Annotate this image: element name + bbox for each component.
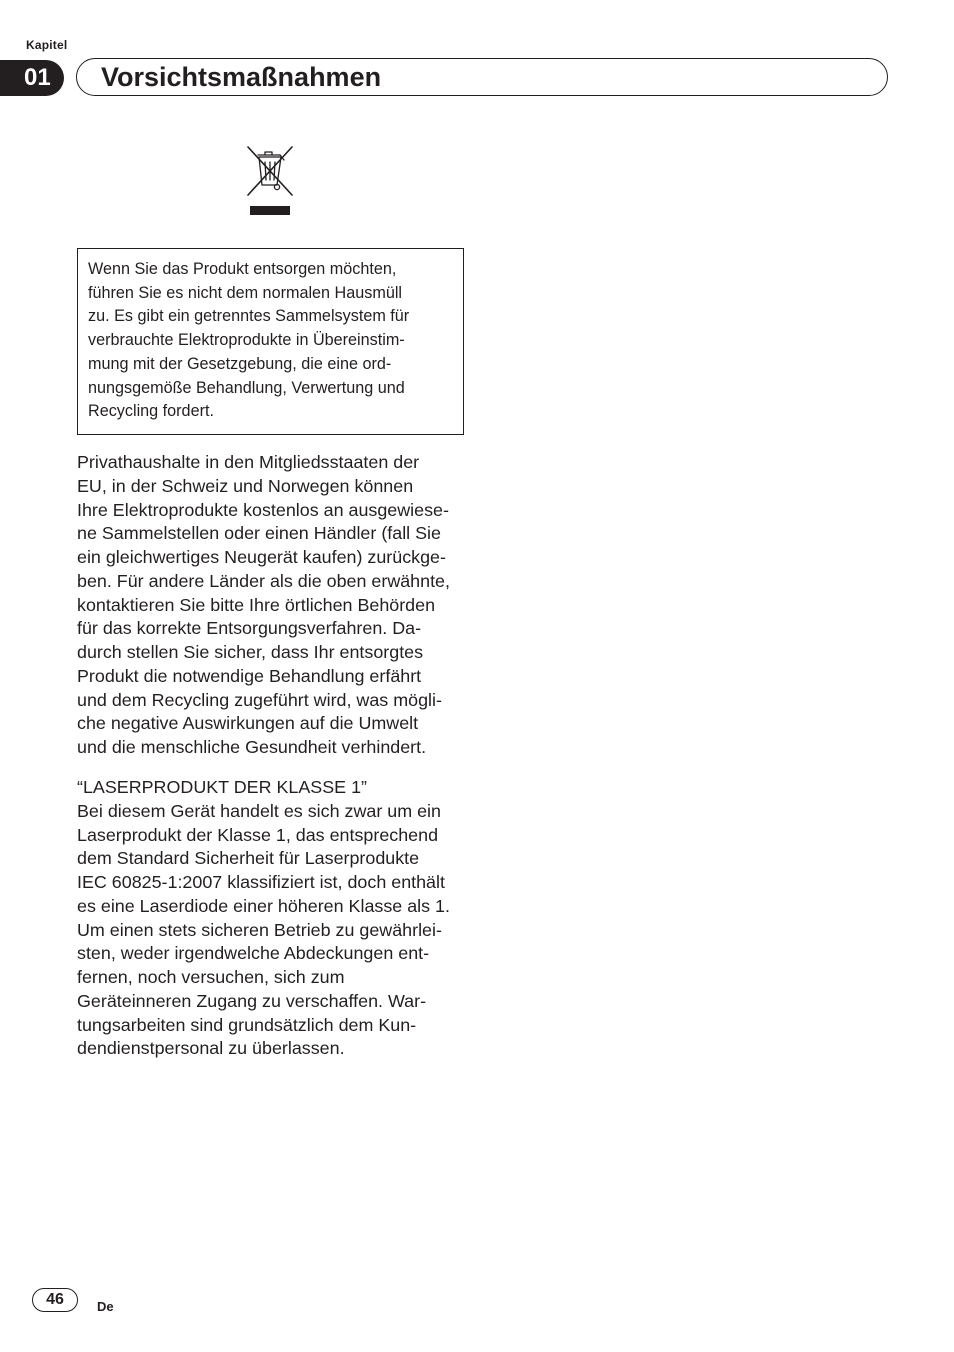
paragraph-line: dendienstpersonal zu überlassen. bbox=[77, 1038, 345, 1059]
paragraph-line: Produkt die notwendige Behandlung erfährt bbox=[77, 665, 422, 686]
page-number: 46 bbox=[32, 1288, 78, 1312]
paragraph-line: che negative Auswirkungen auf die Umwelt bbox=[77, 713, 419, 734]
notice-line: mung mit der Gesetzgebung, die eine ord- bbox=[88, 354, 392, 373]
paragraph-line: ein gleichwertiges Neugerät kaufen) zurückge- bbox=[77, 547, 446, 567]
paragraph-line: und dem Recycling zugeführt wird, was mögli- bbox=[77, 689, 442, 710]
notice-line: nungsgemöße Behandlung, Verwertung und bbox=[88, 378, 405, 397]
crossed-out-wheelie-bin-icon bbox=[246, 145, 296, 217]
paragraph-line: EU, in der Schweiz und Norwegen können bbox=[77, 475, 414, 496]
paragraph-line: durch stellen Sie sicher, dass Ihr entsorgtes bbox=[77, 642, 424, 662]
paragraph-line: Laserprodukt der Klasse 1, das entsprechend bbox=[77, 824, 439, 845]
paragraph-line: Geräteinneren Zugang zu verschaffen. War- bbox=[77, 990, 427, 1011]
paragraph-line: “LASERPRODUKT DER KLASSE 1” bbox=[77, 777, 367, 797]
paragraph-line: dem Standard Sicherheit für Laserprodukte bbox=[77, 848, 420, 869]
chapter-label: Kapitel bbox=[26, 38, 68, 52]
chapter-title-frame bbox=[76, 58, 888, 96]
paragraph-line: Um einen stets sicheren Betrieb zu gewährlei- bbox=[77, 919, 442, 940]
paragraph-line: Bei diesem Gerät handelt es sich zwar um ein bbox=[77, 800, 441, 821]
disposal-notice-box bbox=[77, 248, 464, 435]
paragraph-line: tungsarbeiten sind grundsätzlich dem Kun- bbox=[77, 1014, 417, 1035]
chapter-title: Vorsichtsmaßnahmen bbox=[101, 62, 382, 92]
paragraph-line: es eine Laserdiode einer höheren Klasse als 1. bbox=[77, 895, 450, 916]
disposal-paragraph bbox=[77, 451, 467, 760]
paragraph-line: Privathaushalte in den Mitgliedsstaaten der bbox=[77, 452, 420, 472]
paragraph-line: IEC 60825-1:2007 klassifiziert ist, doch enthält bbox=[77, 872, 445, 892]
paragraph-line: für das korrekte Entsorgungsverfahren. Da- bbox=[77, 618, 422, 639]
chapter-number-badge: 01 bbox=[0, 60, 64, 96]
notice-line: führen Sie es nicht dem normalen Hausmüll bbox=[88, 283, 403, 302]
paragraph-line: und die menschliche Gesundheit verhindert. bbox=[77, 737, 427, 757]
paragraph-line: Ihre Elektroprodukte kostenlos an ausgewiese- bbox=[77, 499, 449, 520]
notice-line: zu. Es gibt ein getrenntes Sammelsystem für bbox=[88, 307, 410, 326]
language-label: De bbox=[97, 1299, 114, 1314]
notice-line: Wenn Sie das Produkt entsorgen möchten, bbox=[88, 260, 397, 278]
paragraph-line: sten, weder irgendwelche Abdeckungen ent- bbox=[77, 943, 430, 964]
paragraph-line: fernen, noch versuchen, sich zum bbox=[77, 967, 345, 987]
paragraph-line: ben. Für andere Länder als die oben erwähnte, bbox=[77, 570, 450, 591]
paragraph-line: ne Sammelstellen oder einen Händler (fall Sie bbox=[77, 523, 441, 544]
notice-line: Recycling fordert. bbox=[88, 402, 214, 421]
notice-line: verbrauchte Elektroprodukte in Übereinstim- bbox=[88, 331, 405, 350]
laser-product-paragraph bbox=[77, 776, 467, 1061]
paragraph-line: kontaktieren Sie bitte Ihre örtlichen Behörden bbox=[77, 594, 436, 615]
